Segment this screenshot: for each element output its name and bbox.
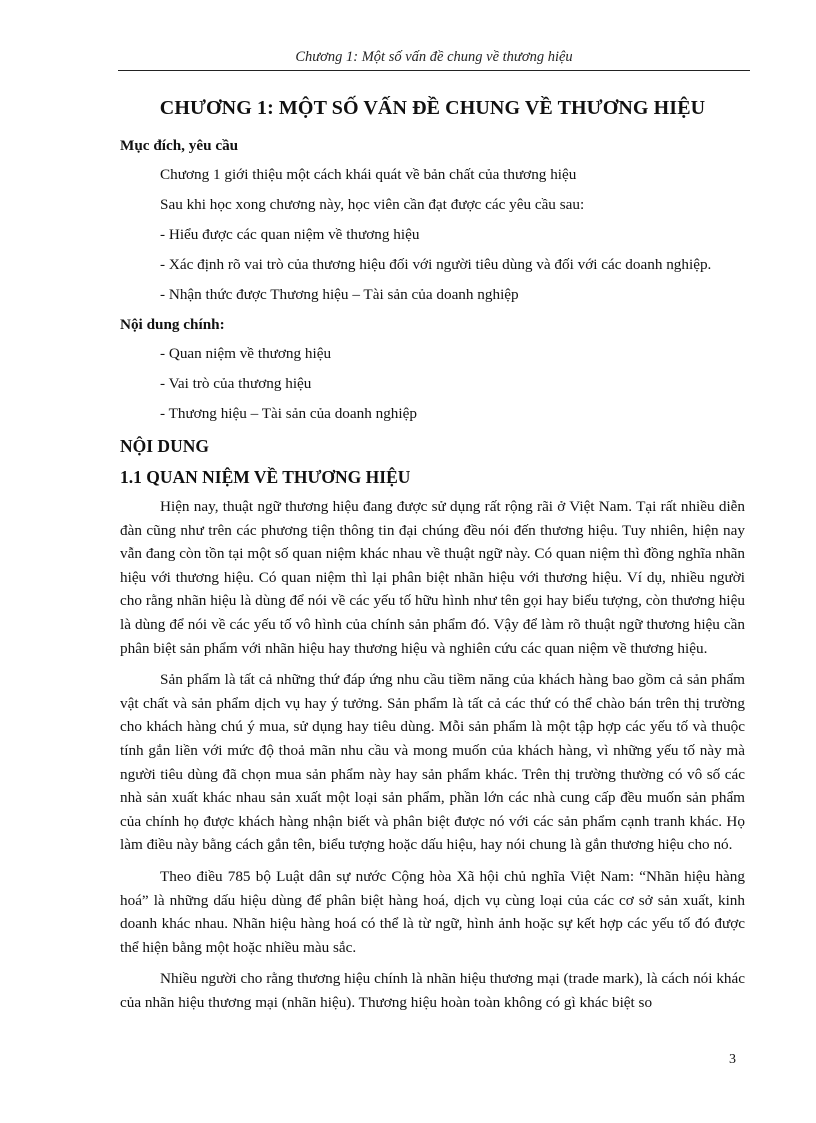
purpose-line: Sau khi học xong chương này, học viên cần đạt được các yêu cầu sau: (160, 196, 585, 213)
body-paragraph: Sản phẩm là tất cả những thứ đáp ứng nhu cầu tiềm năng của khách hàng bao gồm cả sản phẩm vật chất và sản phẩm dịch vụ hay ý tưởng. Sản phẩm là tất cả các thứ có thể chào bán trên thị trường cho khách hàng chú ý mua, sử dụng hay tiêu dùng. Mỗi sản phẩm là một tập hợp các yếu tố và thuộc tính gắn liền với mức độ thoả mãn nhu cầu và mong muốn của khách hàng, vì những yếu tố này mà người tiêu dùng đã chọn mua sản phẩm này hay sản phẩm khác. Trên thị trường thường có vô số các nhà sản xuất khác nhau sản xuất một loại sản phẩm, phần lớn các nhà cung cấp đều muốn sản phẩm của chính họ được khách hàng nhận biết và phân biệt được nó với các sản phẩm cạnh tranh khác. Họ làm điều này bằng cách gắn tên, biểu tượng hoặc dấu hiệu, hay nói chung là gắn thương hiệu cho nó. (120, 671, 745, 854)
main-content-line: - Thương hiệu – Tài sản của doanh nghiệp (160, 405, 417, 422)
section-heading: NỘI DUNG (120, 436, 209, 456)
body-paragraph: Theo điều 785 bộ Luật dân sự nước Cộng hòa Xã hội chủ nghĩa Việt Nam: “Nhãn hiệu hàng hoá” là những dấu hiệu dùng để phân biệt hàng hoá, dịch vụ cùng loại của các cơ sở sản xuất, kinh doanh khác nhau. Nhãn hiệu hàng hoá có thể là từ ngữ, hình ảnh hoặc sự kết hợp các yếu tố đó được thể hiện bằng một hoặc nhiều màu sắc. (120, 867, 745, 956)
body-paragraph: Nhiều người cho rằng thương hiệu chính là nhãn hiệu thương mại (trade mark), là cách nói khác của nhãn hiệu thương mại (nhãn hiệu). Thương hiệu hoàn toàn không có gì khác biệt so (120, 970, 745, 1011)
page-number: 3 (729, 1052, 736, 1067)
purpose-line: - Xác định rõ vai trò của thương hiệu đối với người tiêu dùng và đối với các doanh nghiệp. (160, 256, 712, 273)
main-content-line: - Quan niệm về thương hiệu (160, 345, 332, 362)
body-paragraph: Hiện nay, thuật ngữ thương hiệu đang được sử dụng rất rộng rãi ở Việt Nam. Tại rất nhiều diễn đàn cũng như trên các phương tiện thông tin đại chúng đều nói đến thương hiệu. Tuy nhiên, hiện nay vẫn đang còn tồn tại một số quan niệm khác nhau về thuật ngữ này. Có quan niệm thì đồng nghĩa nhãn hiệu với thương hiệu. Có quan niệm thì lại phân biệt nhãn hiệu với thương hiệu. Ví dụ, nhiều người cho rằng nhãn hiệu là dùng để nói về các yếu tố hữu hình như tên gọi hay biểu tượng, còn thương hiệu là dùng để nói về các yếu tố vô hình của chính sản phẩm đó. Vậy để làm rõ thuật ngữ thương hiệu cần phân biệt sản phẩm với nhãn hiệu hay thương hiệu và nghiên cứu các quan niệm về thương hiệu. (120, 498, 745, 657)
page-content (120, 94, 745, 1022)
chapter-title: CHƯƠNG 1: MỘT SỐ VẤN ĐỀ CHUNG VỀ THƯƠNG HIỆU (159, 97, 706, 119)
purpose-heading: Mục đích, yêu cầu (120, 137, 239, 154)
running-header: Chương 1: Một số vấn đề chung về thương hiệu (295, 49, 573, 65)
header-rule (118, 70, 750, 71)
purpose-line: - Nhận thức được Thương hiệu – Tài sản của doanh nghiệp (160, 286, 519, 303)
purpose-line: Chương 1 giới thiệu một cách khái quát về bản chất của thương hiệu (160, 166, 577, 183)
main-content-heading: Nội dung chính: (120, 316, 225, 333)
main-content-line: - Vai trò của thương hiệu (160, 375, 312, 392)
purpose-line: - Hiểu được các quan niệm về thương hiệu (160, 226, 420, 243)
subsection-heading: 1.1 QUAN NIỆM VỀ THƯƠNG HIỆU (120, 467, 411, 487)
